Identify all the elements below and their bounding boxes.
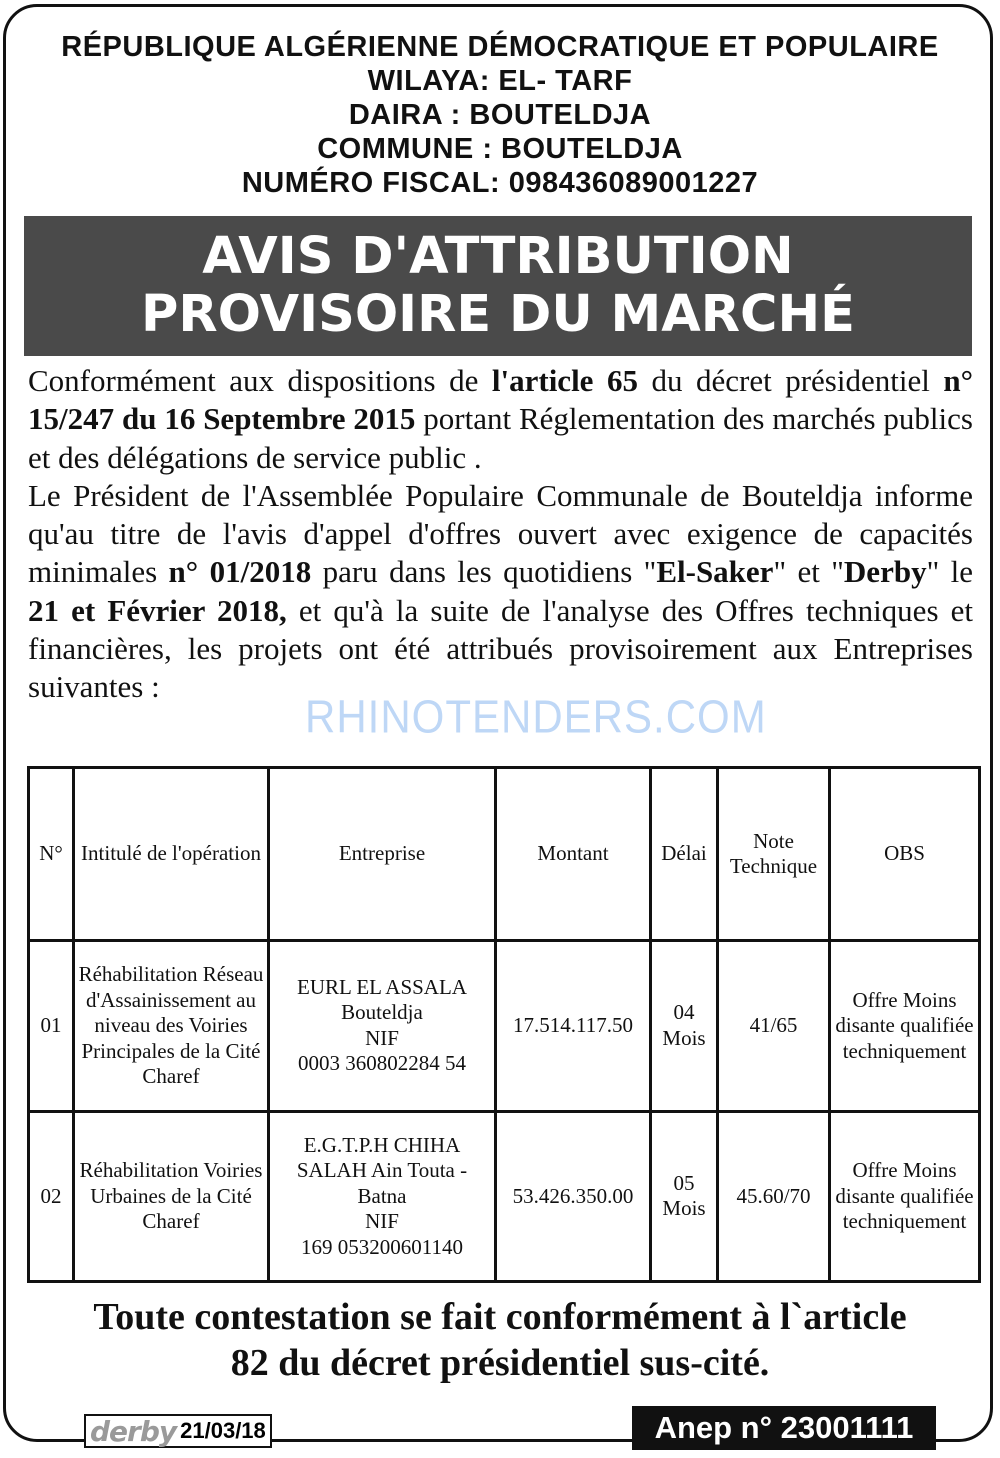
entreprise-line: E.G.T.P.H CHIHA: [303, 1132, 461, 1157]
intro-paragraph-1: [28, 362, 973, 477]
text-run: " le: [926, 554, 973, 590]
entreprise-line: NIF: [365, 1025, 399, 1050]
cell-note: 45.60/70: [718, 1111, 830, 1282]
delai-value: 04: [673, 1000, 695, 1025]
decree-ref: n° 15/247 du 16 Septembre 2015: [28, 363, 973, 437]
col-header-note: Note Technique: [718, 768, 830, 941]
awards-table: [27, 766, 981, 1283]
cell-entreprise: [269, 1111, 496, 1282]
entreprise-line: SALAH Ain Touta -: [296, 1158, 468, 1182]
text-run: " et ": [773, 554, 844, 590]
watermark: RHINOTENDERS.COM: [305, 690, 767, 743]
text-run: Le Président de l'Assemblée Populaire Communale de Bouteldja informe qu'au titre de l'avis d'appel d'offres ouvert avec exigence de capacités minimales: [28, 477, 973, 590]
table-header-row: [29, 768, 980, 941]
header-daira: DAIRA : BOUTELDJA: [348, 99, 652, 131]
entreprise-line: 169 053200601140: [301, 1234, 463, 1259]
header-fiscal-number: NUMÉRO FISCAL: 098436089001227: [241, 167, 759, 199]
cell-note: 41/65: [718, 941, 830, 1112]
table-row: [29, 941, 980, 1112]
header-wilaya: WILAYA: EL- TARF: [367, 65, 633, 97]
text-run: portant Réglementation des marchés publics et des délégations de service public .: [28, 401, 973, 475]
notice-title-line1: AVIS D'ATTRIBUTION: [202, 227, 794, 286]
cell-num: 02: [29, 1111, 74, 1282]
publication-date: 21 et Février 2018,: [28, 592, 287, 628]
cell-num: 01: [29, 941, 74, 1112]
article-ref: l'article 65: [491, 363, 638, 398]
cell-operation: Réhabilitation Réseau d'Assainissement au niveau des Voiries Principales de la Cité Charef: [74, 941, 269, 1112]
contestation-line1: Toute contestation se fait conformément à l`article: [93, 1296, 907, 1338]
contestation-note: [0, 1294, 1000, 1386]
publication-stamp: [84, 1414, 272, 1448]
notice-body: [28, 362, 973, 707]
stamp-date: 21/03/18: [180, 1418, 266, 1443]
entreprise-line: 0003 360802284 54: [298, 1051, 466, 1076]
entreprise-line: Bouteldja: [341, 1000, 423, 1025]
intro-paragraph-2: [28, 477, 973, 707]
tender-number: n° 01/2018: [168, 554, 312, 590]
cell-delai: [651, 1111, 718, 1282]
derby-logo: derby: [90, 1414, 177, 1448]
cell-delai: [651, 941, 718, 1112]
cell-montant: 53.426.350.00: [496, 1111, 651, 1282]
delai-value: 05: [673, 1170, 695, 1195]
entreprise-line: EURL EL ASSALA: [297, 974, 467, 999]
text-run: paru dans les quotidiens ": [311, 554, 657, 590]
newspaper-elsaker: El-Saker: [656, 554, 774, 590]
text-run: Conformément aux dispositions de: [28, 363, 492, 398]
cell-montant: 17.514.117.50: [496, 941, 651, 1112]
cell-operation: Réhabilitation Voiries Urbaines de la Cité Charef: [74, 1111, 269, 1282]
cell-obs: Offre Moins disante qualifiée techniquement: [830, 941, 980, 1112]
cell-entreprise: [269, 941, 496, 1112]
col-header-obs: OBS: [830, 768, 980, 941]
delai-unit: Mois: [662, 1025, 706, 1050]
col-header-num: N°: [29, 768, 74, 941]
col-header-entreprise: Entreprise: [269, 768, 496, 941]
anep-number: Anep n° 23001111: [632, 1406, 936, 1450]
header-commune: COMMUNE : BOUTELDJA: [317, 133, 683, 165]
delai-unit: Mois: [662, 1196, 706, 1221]
entreprise-line: Batna: [357, 1183, 407, 1208]
issuer-header: [0, 30, 1000, 200]
notice-title-banner: [24, 216, 972, 356]
text-run: du décret présidentiel: [637, 363, 944, 398]
entreprise-line: NIF: [365, 1209, 399, 1233]
text-run: et qu'à la suite de l'analyse des Offres techniques et financières, les projets ont été attribués provisoirement aux Entreprises suivantes :: [28, 592, 974, 705]
cell-obs: Offre Moins disante qualifiée techniquement: [830, 1111, 980, 1282]
contestation-line2: 82 du décret présidentiel sus-cité.: [230, 1342, 770, 1384]
notice-title-line2: PROVISOIRE DU MARCHÉ: [141, 285, 855, 344]
table-row: [29, 1111, 980, 1282]
col-header-montant: Montant: [496, 768, 651, 941]
newspaper-derby: Derby: [843, 554, 927, 590]
col-header-delai: Délai: [651, 768, 718, 941]
header-republic: RÉPUBLIQUE ALGÉRIENNE DÉMOCRATIQUE ET POPULAIRE: [61, 31, 939, 63]
col-header-operation: Intitulé de l'opération: [74, 768, 269, 941]
